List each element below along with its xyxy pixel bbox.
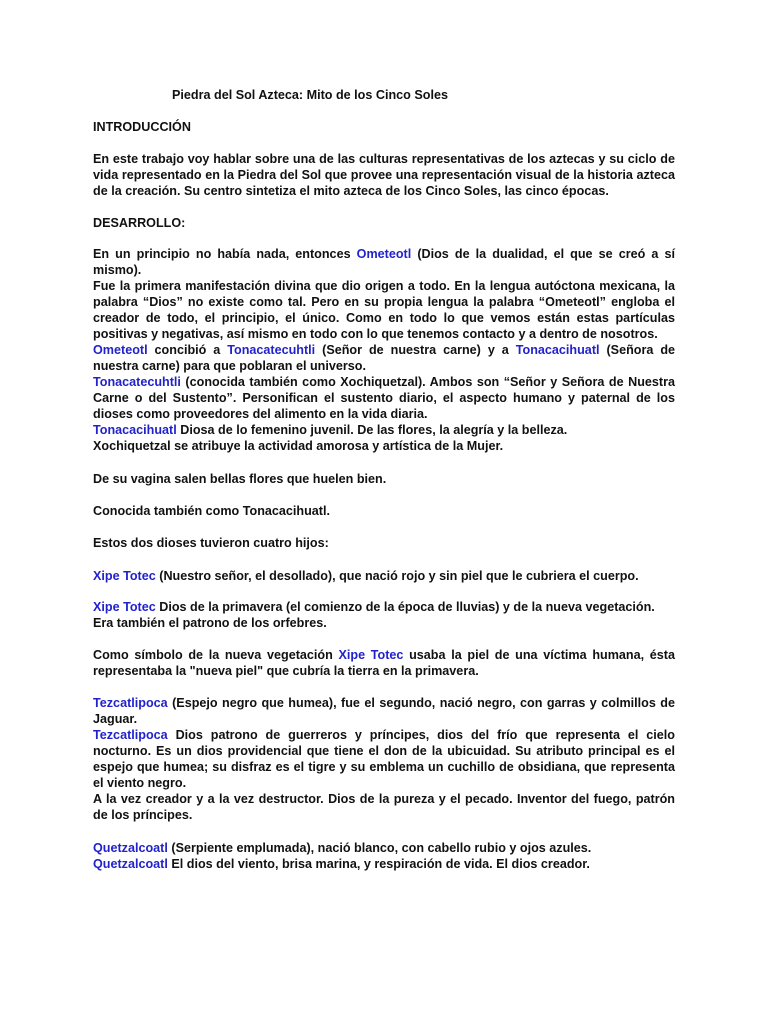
deity-name-quetzalcoatl: Quetzalcoatl [93,841,168,855]
text-span: Como símbolo de la nueva vegetación [93,648,339,662]
deity-name-tonacatecuhtli: Tonacatecuhtli [227,343,316,357]
text-span: Era también el patrono de los orfebres. [93,616,327,630]
text-span: En un principio no había nada, entonces [93,247,357,261]
deity-name-tezcatlipoca: Tezcatlipoca [93,728,168,742]
paragraph-tonacacihuatl: Conocida también como Tonacacihuatl. [93,504,330,518]
deity-name-tonacatecuhtli: Tonacatecuhtli [93,375,181,389]
text-span: (Dios de la dualidad, el que se creó a sí mismo). [93,247,675,277]
text-span: (conocida también como Xochiquetzal). Ambos son “Señor y Señora de Nuestra Carne o del Sustento”. Personifican el sustento diario, el aspecto humano y paternal de los dioses como proveedores del alimento en la vida diaria. [93,375,675,421]
text-span: concibió a [147,343,228,357]
text-span: usaba la piel de una víctima humana, ésta representaba la "nueva piel" que cubría la tierra en la primavera. [93,648,675,678]
text-span: El dios del viento, brisa marina, y respiración de vida. El dios creador. [167,857,590,871]
deity-name-xipe-totec: Xipe Totec [93,569,156,583]
intro-heading: INTRODUCCIÓN [93,120,191,134]
deity-name-tonacacihuatl: Tonacacihuatl [93,423,177,437]
text-span: Diosa de lo femenino juvenil. De las flores, la alegría y la belleza. [176,423,568,437]
deity-name-tonacacihuatl: Tonacacihuatl [515,343,600,357]
paragraph-xipe-totec-3 [93,647,675,679]
text-span: (Señor de nuestra carne) y a [315,343,516,357]
text-span: (Señora de nuestra carne) para que poblaran el universo. [93,343,676,373]
deity-name-ometeotl: Ometeotl [93,343,148,357]
deity-name-ometeotl: Ometeotl [356,247,412,261]
development-heading: DESARROLLO: [93,216,186,230]
text-span: Fue la primera manifestación divina que dio origen a todo. En la lengua autóctona mexicana, la palabra “Dios” no existe como tal. Pero en su propia lengua la palabra “Ometeotl” engloba el creador de todo, el principio, el único. Como en todo lo que vemos están estas partículas positivas y negativas, así mismo en todo con lo que tenemos contacto y a dentro de nosotros. [93,279,675,341]
text-span: (Nuestro señor, el desollado), que nació rojo y sin piel que le cubriera el cuerpo. [155,569,639,583]
text-span: Dios patrono de guerreros y príncipes, dios del frío que representa el cielo nocturno. Es un dios providencial que tiene el don de la ubicuidad. Su atributo principal es el espejo que humea; su disfraz es el tigre y su emblema un cuchillo de obsidiana, que representa el viento negro. [93,728,675,790]
deity-name-xipe-totec: Xipe Totec [338,648,404,662]
text-span: (Espejo negro que humea), fue el segundo, nació negro, con garras y colmillos de Jaguar. [93,696,675,726]
text-span: A la vez creador y a la vez destructor. Dios de la pureza y el pecado. Inventor del fuego, patrón de los príncipes. [93,792,675,822]
intro-paragraph: En este trabajo voy hablar sobre una de las culturas representativas de los aztecas y su ciclo de vida representado en la Piedra del Sol que provee una representación visual de la historia azteca de la creación. Su centro sintetiza el mito azteca de los Cinco Soles, las cinco épocas. [93,152,675,198]
paragraph-vagina: De su vagina salen bellas flores que huelen bien. [93,472,387,486]
deity-name-tezcatlipoca: Tezcatlipoca [93,696,168,710]
document-title: Piedra del Sol Azteca: Mito de los Cinco Soles [172,88,448,102]
paragraph-four-sons: Estos dos dioses tuvieron cuatro hijos: [93,536,329,550]
paragraph-xipe-totec-2 [93,599,675,631]
text-span: Xochiquetzal se atribuye la actividad amorosa y artística de la Mujer. [93,439,504,453]
paragraph-xipe-totec-1 [93,568,675,584]
paragraph-ometeotl [93,246,675,454]
paragraph-tezcatlipoca [93,695,675,823]
paragraph-quetzalcoatl [93,840,675,872]
text-span: (Serpiente emplumada), nació blanco, con cabello rubio y ojos azules. [167,841,592,855]
deity-name-xipe-totec: Xipe Totec [93,600,156,614]
text-span: Dios de la primavera (el comienzo de la época de lluvias) y de la nueva vegetación. [155,600,655,614]
deity-name-quetzalcoatl: Quetzalcoatl [93,857,168,871]
